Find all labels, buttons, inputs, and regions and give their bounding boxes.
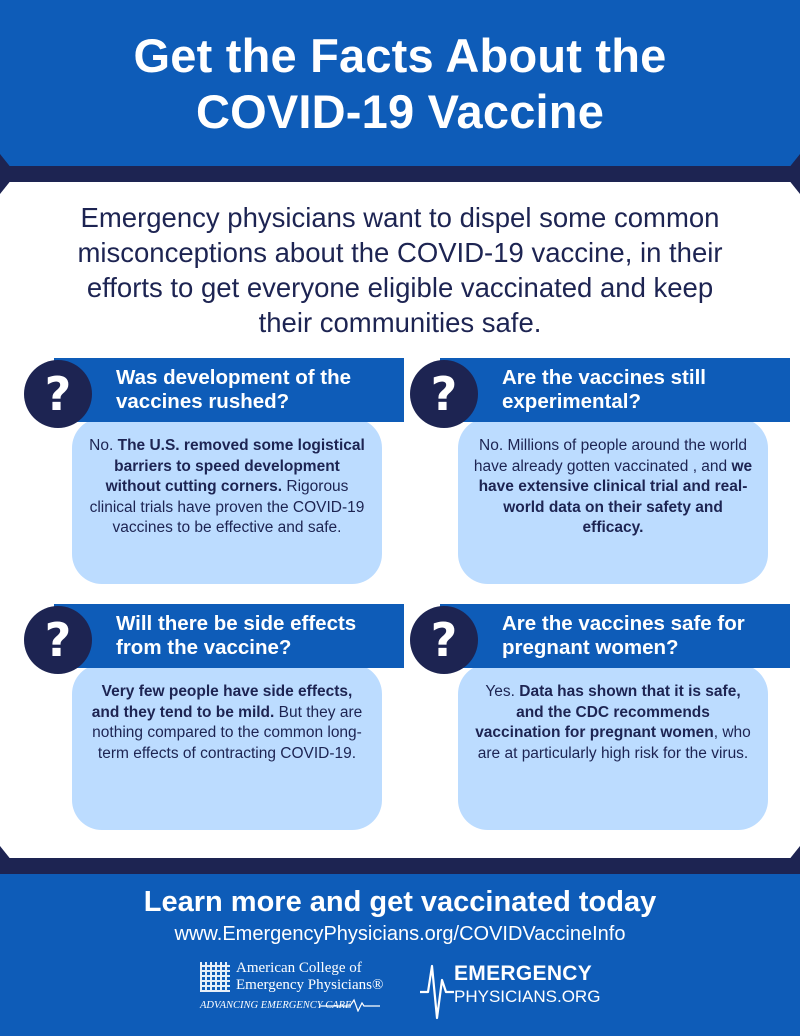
faq-question: Are the vaccines safe for pregnant women?	[440, 604, 790, 668]
faq-answer-segment: Yes.	[485, 683, 520, 700]
acep-name-line2: Emergency Physicians®	[236, 977, 384, 993]
faq-card-experimental	[410, 358, 775, 588]
acep-logo	[200, 960, 400, 1020]
faq-answer-segment: No.	[89, 437, 118, 454]
emergency-physicians-logo	[420, 958, 600, 1024]
faq-card-rushed	[24, 358, 389, 588]
acep-tagline: ADVANCING EMERGENCY CARE	[200, 1000, 352, 1011]
faq-question: Was development of the vaccines rushed?	[54, 358, 404, 422]
page-title-line1: Get the Facts About the	[133, 29, 667, 82]
faq-answer-segment: No. Millions of people around the world have already gotten vaccinated , and	[473, 437, 747, 475]
faq-answer-segment: The U.S. removed some logistical barriers to speed development without cutting corners.	[105, 437, 365, 495]
faq-answer	[72, 664, 382, 830]
intro-text: Emergency physicians want to dispel some common misconceptions about the COVID-19 vaccine, in their efforts to get everyone eligible vaccinated and keep their communities safe.	[77, 202, 723, 338]
acep-grid-icon	[200, 962, 230, 992]
faq-answer-segment: Rigorous clinical trials have proven the COVID-19 vaccines to be effective and safe.	[89, 478, 365, 536]
faq-card-pregnancy	[410, 604, 775, 834]
footer-divider-band	[0, 858, 800, 874]
page-title-line2: COVID-19 Vaccine	[195, 85, 605, 138]
question-mark-icon: ?	[410, 606, 478, 674]
faq-question: Will there be side effects from the vaccine?	[54, 604, 404, 668]
ep-logo-line1: EMERGENCY	[454, 962, 593, 985]
faq-card-side-effects	[24, 604, 389, 834]
question-mark-icon: ?	[24, 360, 92, 428]
faq-answer	[458, 418, 768, 584]
footer-url-link[interactable]: www.EmergencyPhysicians.org/COVIDVaccineInfo	[174, 923, 626, 945]
header-divider-band	[0, 166, 800, 182]
heartbeat-line-icon	[320, 998, 380, 1012]
heartbeat-pulse-icon	[420, 958, 454, 1024]
question-mark-icon: ?	[410, 360, 478, 428]
faq-answer-segment: Data has shown that it is safe, and the CDC recommends vaccination for pregnant women	[475, 683, 741, 741]
faq-question: Are the vaccines still experimental?	[440, 358, 790, 422]
faq-answer	[458, 664, 768, 830]
acep-name-line1: American College of	[236, 960, 362, 976]
faq-answer-segment: , who are at particularly high risk for the virus.	[477, 724, 751, 762]
faq-answer-segment: Very few people have side effects, and they tend to be mild.	[91, 683, 353, 721]
question-mark-icon: ?	[24, 606, 92, 674]
faq-answer-segment: But they are nothing compared to the common long-term effects of contracting COVID-19.	[92, 703, 363, 762]
header-divider-notch-right	[784, 154, 800, 194]
header-divider-notch-left	[0, 154, 16, 194]
faq-answer-segment: we have extensive clinical trial and real-world data on their safety and efficacy.	[478, 457, 753, 536]
footer-call-to-action: Learn more and get vaccinated today	[143, 886, 657, 918]
ep-logo-line2: PHYSICIANS.ORG	[454, 987, 601, 1006]
faq-answer	[72, 418, 382, 584]
page-title	[0, 28, 800, 140]
